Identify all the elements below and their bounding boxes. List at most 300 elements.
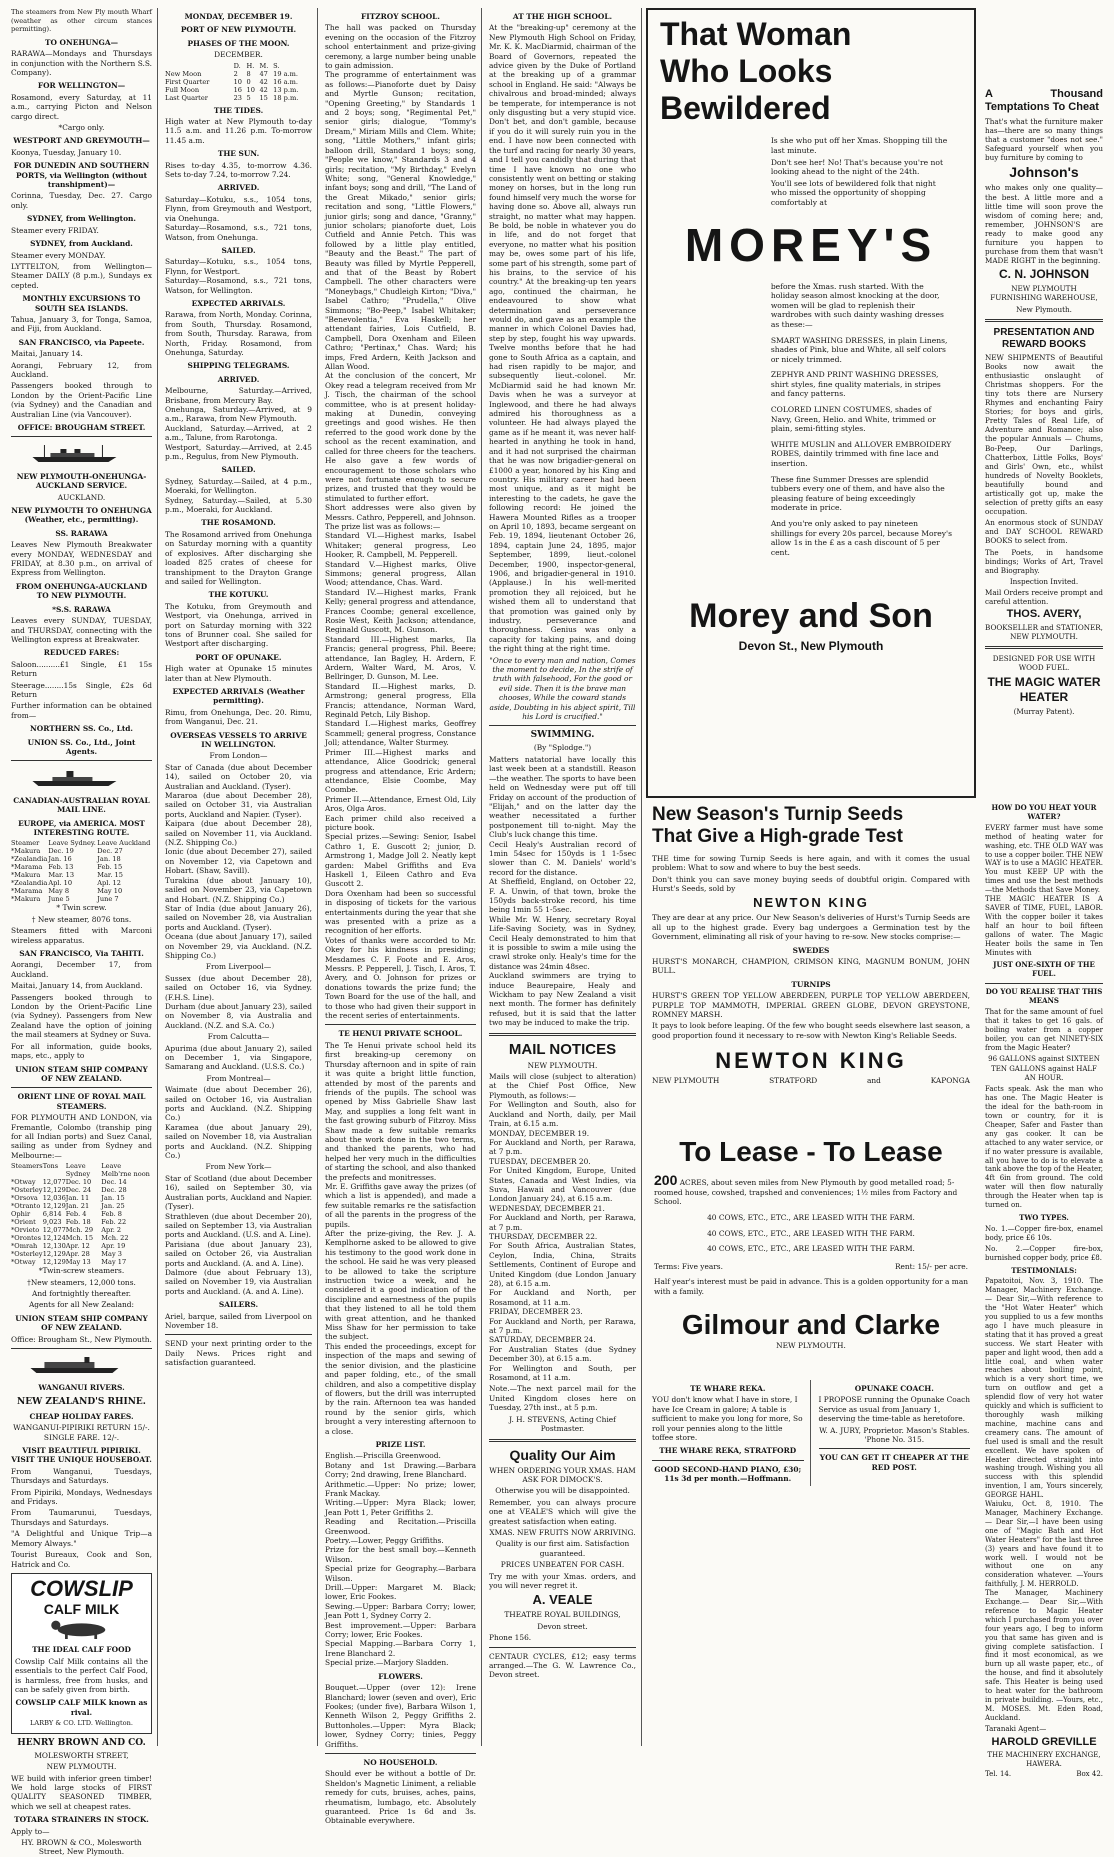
sydney-text-1: Steamer every FRIDAY. [11, 225, 99, 235]
info-note: For all information, guide books, maps, etc., apply to [11, 1041, 152, 1061]
harold: HAROLD GREVILLE [991, 1735, 1097, 1748]
ss-rarawa-2: *S.S. RARAWA [52, 604, 111, 614]
gc-town: NEW PLYMOUTH. [776, 1340, 846, 1350]
swim-byline: (By "Splodge.") [533, 743, 592, 753]
westport-heading: WESTPORT AND GREYMOUTH— [13, 136, 150, 146]
column-fitzroy [320, 8, 482, 1826]
orient-heading: ORIENT LINE OF ROYAL MAIL STEAMERS. [17, 1092, 146, 1111]
designed: DESIGNED FOR USE WITH WOOD FUEL. [992, 654, 1096, 673]
london-body: Star of Canada (due about December 14), sailed on October 20, via Australian and Auckland. (Tyser). Mararoa (due about December 28), sailed on October 31, via Australian ports, Auckland and Napier. (Tyser). Kaipara (due about December 28), sailed on November 11, via Auckland. (N.Z. Shipping Co.) Ionic (due about December 27), sailed on November 12, via Capetown and Hobart. (Shaw, Savill). Turakina (due about January 10), sailed on November 23, via Capetown and Hobart. (N.Z. Shipping Co.) Star of India (due about January 26), sailed on November 28, via Australian ports and Auckland. (Tyser). Oceana (due about January 17), sailed on November 29, via Auckland. (N.Z. Shipping Co.) [165, 762, 312, 960]
table-row: *Zealandia Jan. 16 Jan. 18 [11, 855, 121, 864]
lease-body: ACRES, about seven miles from New Plymouth by good metalled road; 5-roomed house, cowshed, trapshed and conveniences; 1½ miles from Factory and School. [654, 1178, 958, 1207]
from-montreal: From Montreal— [206, 1073, 271, 1083]
pres-body-2: An enormous stock of SUNDAY and DAY SCHOOL REWARD BOOKS to select from. [985, 518, 1103, 546]
opunake-coach-ad [819, 1380, 971, 1486]
lease-body-2: Half year's interest must be paid in advance. This is a golden opportunity for a man with a family. [654, 1277, 968, 1296]
sailers-body: Ariel, barque, sailed from Liverpool on November 18. [165, 1311, 312, 1330]
table-row: *Osterley 12,129 Apr. 28 May 3 [11, 1250, 122, 1259]
rarawa-leaves: Leaves New Plymouth Breakwater every MONDAY, WEDNESDAY and FRIDAY, at 8.30 p.m., on arrival of Express from Wellington. [11, 540, 152, 578]
sydney-heading: SYDNEY, from Wellington. [27, 214, 136, 224]
lyttelton-text: LYTTELTON, from Wellington— Steamer DAILY (8 p.m.), Sundays ex cepted. [11, 261, 152, 290]
apply: Apply to— [11, 1826, 50, 1836]
liverpool-body: Sussex (due about December 28), sailed on October 16, via Sydney. (F.H.S. Line). Durham (due about January 23), sailed on November 8, via Australia and Auckland. (N.Z. and S.A. Co.) [165, 973, 312, 1030]
item-1: SMART WASHING DRESSES, in plain Linens, shades of Pink, blue and White, all self colors or nicely trimmed. [770, 335, 948, 364]
mail-note: Note.—The next parcel mail for the United Kingdom closes here on Tuesday, 27th inst., at 5 p.m. [489, 1384, 636, 1413]
divider [819, 1448, 971, 1449]
from-london: From London— [209, 751, 268, 761]
westport-text: Koonya, Tuesday, January 10. [11, 147, 122, 157]
cowslip-ideal: THE IDEAL CALF FOOD [32, 1645, 131, 1655]
table-row: Ophir 6,814 Feb. 4 Feb. 8 [11, 1210, 123, 1219]
turnip-body-3: They are dear at any price. Our New Season's deliveries of Hurst's Turnip Seeds are all up to the highest grade. Every bag undergoes a Germination test by the Government, eliminating all risk of your having to re-sow. New stocks comprise:— [652, 913, 970, 942]
tempt-body: That's what the furniture maker has—there are so many things that a customer "does not see." Safeguard yourself when you buy furniture by coming to [985, 117, 1103, 163]
quality-7: Try me with your Xmas. orders, and you will never regret it. [489, 1571, 636, 1590]
lease-acres: 200 [654, 1172, 678, 1189]
magic-heater-ad [980, 800, 1108, 1779]
cowslip-tag: COWSLIP CALF MILK known as rival. [15, 1698, 148, 1717]
hb-sig: HY. BROWN & CO., Molesworth Street, New Plymouth. [21, 1838, 142, 1857]
expected-body: Rarawa, from North, Monday. Corinna, from South, Thursday. Rosamond, from South, Thursday. Rarawa, from North, Friday. Rosamond, from Onehunga, Saturday. [165, 310, 312, 357]
column-right [980, 8, 1108, 798]
inspection: Inspection Invited. [1009, 576, 1079, 586]
lease-3: 40 COWS, ETC., ETC., ARE LEASED WITH THE FARM. [707, 1244, 915, 1254]
test-body: Papatoitoi, Nov. 3, 1910. The Manager, Machinery Exchange.— Dear Sir,—With reference to the "Hot Water Heater" which you supplied to us a few months ago I have much pleasure in stating that it has proved a great success. We start Heater with paper and light wood, then add a little coal, and when water reaches about boiling point, which is a very short time, we turn on outflow and get a splendid flow of very hot water quickly and which is sufficient to thoroughly wash milking machine, machine cans and creamery cans. The amount of fuel used is small and the result excellent. We have spoken of Heater directed straight into washing trough. Wishing you all success with this splendid invention, I am, Yours sincerely, GEORGE HAHL. Waiuku, Oct. 8, 1910. The Manager, Machinery Exchange.— Dear Sir,—I have been using one of "Magic Bath and Hot Water Heaters" for the last three (3) years and have found it to work well. I would not be without one on any consideration whatever. —Yours faithfully, J. M. HERROLD. The Manager, Machinery Exchange.— Dear Sir,—With reference to Magic Heater which I purchased from you over four years ago, I beg to inform you that same has given and is giving complete satisfaction. I find it most economical, as we burn up all waste paper, etc., of the house, and find it absolutely safe. This Heater is being used to heat water for the bathroom in private building. —Yours, etc., M. MOSES. Mt. Eden Road, Auckland. [985, 1277, 1103, 1722]
fitzroy-heading: FITZROY SCHOOL. [361, 12, 440, 21]
terms-row [654, 1262, 968, 1272]
veale-1: THEATRE ROYAL BUILDINGS, [504, 1610, 621, 1620]
opunake-body: High water at Opunake 15 minutes later than at New Plymouth. [165, 664, 312, 683]
flowers-heading: FLOWERS. [378, 1671, 423, 1681]
steamship-icon [11, 443, 138, 463]
from-calcutta: From Calcutta— [207, 1032, 270, 1042]
dunedin-heading: FOR DUNEDIN AND SOUTHERN PORTS, via Wellington (without transhipment)— [13, 161, 150, 190]
divider [325, 1024, 476, 1025]
sf-heading: SAN FRANCISCO, via Papeete. [18, 337, 145, 347]
magic-body: EVERY farmer must have some method of heating water for washing, etc. THE OLD WAY was to use a copper boiler. THE NEW WAY is to use a MAGIC HEATER. You must KEEP UP with the times and use the best methods—the Methods that Save Money. THE MAGIC HEATER IS A SAVER of TIME, FUEL, LABOR. With the copper boiler it takes half an hour to boil fifteen gallons of water. The Magic Heater boils the same in Ten Minutes with [985, 823, 1103, 957]
divider [11, 1348, 152, 1349]
divider [11, 760, 152, 761]
morey-address: Devon St., New Plymouth [738, 639, 884, 654]
cn-2: New Plymouth. [1016, 304, 1072, 314]
tahiti-text: Tahua, January 3, for Tonga, Samoa, and Fiji, from Auckland. [11, 314, 152, 334]
ss-rarawa: SS. RARAWA [55, 528, 108, 538]
tourist-note: Tourist Bureaux, Cook and Son, Hatrick and Co. [11, 1550, 152, 1569]
taranaki: Taranaki Agent— [985, 1724, 1047, 1733]
arrived2-body: Melbourne, Saturday.—Arrived, Brisbane, from Mercury Bay. Onehunga, Saturday.—Arrived, at 9 a.m., Rarawa, from New Plymouth. Auckland, Saturday.—Arrived, at 2 a.m., Talune, from Rarotonga. Westport, Saturday.—Arrived, at 2.45 p.m., Regulus, from New Plymouth. [165, 386, 312, 462]
twin-2: *Twin-screw steamers. [38, 1266, 125, 1276]
passengers-2: Passengers booked through to London by the Orient-Pacific Line (via Sydney). Passengers from New Zealand have the option of joining the mail steamers at Sydney or Suva. [11, 992, 152, 1040]
fitted-note: Steamers fitted with Marconi wireless apparatus. [11, 926, 152, 945]
divider [325, 1753, 476, 1754]
newton-king-2: NEWTON KING [715, 1048, 907, 1074]
nk-towns [652, 1076, 970, 1085]
magic-heading: THE MAGIC WATER HEATER [987, 674, 1101, 704]
lease-2: 40 COWS, ETC., ETC., ARE LEASED WITH THE FARM. [707, 1228, 915, 1238]
expected2-body: Rimu, from Onehunga, Dec. 20. Rimu, from Wanganui, Dec. 21. [165, 707, 312, 727]
column-port [160, 8, 318, 1746]
turnip-body-2: Don't think you can save money buying seeds of doubtful origin. Compared with Hurst's Seeds, sold by [652, 874, 970, 893]
fares-heading: REDUCED FARES: [43, 648, 120, 658]
sailed2-heading: SAILED. [221, 465, 256, 475]
woman-body-1: Is she who put off her Xmas. Shopping till the last minute. [770, 136, 948, 155]
town-stratford: STRATFORD [769, 1076, 818, 1086]
divider [985, 646, 1103, 649]
swim-body: Matters natatorial have locally this last week been at a standstill. Reason —the weather. The sports to have been held on Wednesday were put off till Friday on account of the production of "Elijah," and on the latter day the weather necessitated a further postponement till to-night. May the Club's luck change this time. Cecil Healy's Australian record of 1min 54sec for 150yds is 1 1-5sec slower than C. M. Daniels' world's record for the distance. At Sheffield, England, on October 22, F. A. Unwin, of that town, broke the 150yds back-stroke record, his time being 1min 55 1-5sec. While Mr. W. Henry, secretary Royal Life-Saving Society, was in Sydney, Cecil Healy demonstrated to him that it is possible to swim a mile using the crawl stroke only. Healy's time for the distance was 24min 48sec. Auckland swimmers are trying to induce Beaurepaire, Healy and Wickham to pay New Zealand a visit next month. The former has definitely refused, but it is said that the latter two may be induced to make the trip. [489, 754, 636, 1028]
tel: Tel. 14. [985, 1770, 1012, 1779]
header-note: The steamers from New Ply mouth Wharf (weather as other circum stances permitting). [11, 8, 152, 34]
sailed-body: Saturday—Kotuku, s.s., 1054 tons, Flynn, for Westport. Saturday—Rosamond, s.s., 721 tons, Watson, for Wellington. [165, 257, 312, 295]
swim-heading: SWIMMING. [530, 730, 595, 741]
item-4: WHITE MUSLIN and ALLOVER EMBROIDERY ROBES, daintily trimmed with fine lace and insertion. [770, 439, 952, 469]
veale-2: Devon street. [537, 1621, 588, 1631]
further-info: Further information can be obtained from— [11, 701, 152, 720]
test-heading: TESTIMONIALS: [1011, 1265, 1077, 1275]
wellington-text: Rosamond, every Saturday, at 11 a.m., carrying Picton and Nelson cargo direct. [11, 92, 152, 121]
from-liverpool: From Liverpool— [205, 962, 272, 972]
arrived2-heading: ARRIVED. [217, 374, 260, 384]
tides-body: High water at New Plymouth to-day 11.5 a.m. and 11.26 p.m. To-morrow 11.45 a.m. [165, 117, 312, 145]
port-np: PORT OF NEW PLYMOUTH. [180, 25, 297, 35]
quality-4: XMAS. NEW FRUITS NOW ARRIVING. [489, 1527, 636, 1537]
noh-body: Should ever be without a bottle of Dr. Sheldon's Magnetic Liniment, a reliable remedy for cuts, bruises, aches, pains, rheumatism, lumbago, etc. Absolutely guaranteed. Price 1s 6d and 3s. Obtainable everywhere. [325, 1769, 476, 1826]
cowslip-sub: CALF MILK [43, 1600, 120, 1617]
coach-heading: OPUNAKE COACH. [854, 1384, 934, 1393]
johnson-heading: Johnson's [1009, 164, 1079, 181]
swedes-list: HURST'S MONARCH, CHAMPION, CRIMSON KING, MAGNUM BONUM, JOHN BULL. [652, 956, 970, 976]
from-wanganui: From Wanganui, Tuesdays, Thursdays and Saturdays. [11, 1466, 152, 1486]
cowslip-body: Cowslip Calf Milk contains all the essentials to the perfect Calf Food, is harmless, free from husks, and can be safely given from birth. [15, 1656, 148, 1694]
town-np: NEW PLYMOUTH [652, 1076, 720, 1086]
divider [11, 436, 152, 437]
cowslip-logo: COWSLIP [30, 1575, 133, 1601]
woman-body-6: And you're only asked to pay nineteen shillings for every 20s parcel, because Morey's allow 1s in the £ as a cash discount of 5 per cent. [770, 519, 952, 557]
woman-line-3: Bewildered [660, 89, 831, 126]
aorangi-2: Aorangi, December 17, from Auckland. [11, 960, 152, 979]
rent: Rent: 15/- per acre. [894, 1261, 968, 1271]
morey-son: Morey and Son [689, 597, 933, 636]
phases-heading: PHASES OF THE MOON. [187, 38, 290, 48]
sailed2-body: Sydney, Saturday.—Sailed, at 4 p.m., Moeraki, for Wellington. Sydney, Saturday.—Sailed, at 5.30 p.m., Moeraki, for Auckland. [165, 476, 312, 515]
realise-body: That for the same amount of fuel that it takes to get 16 gals. of boiling water from a copper boiler, you can get NINETY-SIX from the Magic Heater? [985, 1008, 1103, 1052]
centaur: CENTAUR CYCLES, £12; easy terms arranged.—The G. W. Lawrence Co., Devon street. [489, 1651, 636, 1680]
turnip-body-4: It pays to look before leaping. Of the few who bought seeds elsewhere last season, a good proportion found it necessary to re-sow with Newton King's Reliable Seeds. [652, 1021, 970, 1040]
table-row: Last Quarter 23 5 15 18 p.m. [165, 93, 299, 102]
table-row: *Orsova 12,036 Jan. 11 Jan. 15 [11, 1194, 125, 1203]
gilmour-clarke: Gilmour and Clarke [681, 1308, 941, 1340]
cn-johnson: C. N. JOHNSON [998, 267, 1089, 282]
woman-line-2: Who Looks [660, 52, 833, 89]
turnip-ad [646, 800, 976, 1130]
sydney-heading-2: SYDNEY, from Auckland. [30, 239, 133, 249]
new-steamer-note: † New steamer, 8076 tons. [31, 914, 132, 924]
np-onehunga-heading: NEW PLYMOUTH-ONEHUNGA-AUCKLAND SERVICE. [16, 471, 147, 491]
wanganui-heading: WANGANUI RIVERS. [38, 1383, 125, 1393]
cargo-note: *Cargo only. [58, 123, 105, 133]
table-row: *Otranto 12,129 Jan. 21 Jan. 25 [11, 1202, 125, 1211]
totara: TOTARA STRAINERS IN STOCK. [14, 1815, 149, 1825]
table-row: *Otway 12,077 Dec. 10 Dec. 14 [11, 1178, 127, 1187]
town-and: and [867, 1076, 881, 1086]
harold-1: THE MACHINERY EXCHANGE, HAWERA. [987, 1750, 1101, 1768]
arrived-heading: ARRIVED. [217, 183, 260, 193]
avery-name: THOS. AVERY, [1006, 608, 1082, 621]
union-co: UNION SS. Co., Ltd., Joint Agents. [27, 737, 136, 756]
poem: "Once to every man and nation, Comes the moment to decide, In the strife of truth with falsehood, For the good or evil side. Then it is the brave man chooses, While the coward stands aside, Doubting in his abject spirit, Till his Lord is crucified." [489, 655, 636, 722]
woman-body-4: before the Xmas. rush started. With the holiday season almost knocking at the door, women will be glad to replenish their wardrobes with such dainty washing dresses as these:— [770, 281, 944, 329]
divider [489, 1439, 636, 1442]
noh-heading: NO HOUSEHOLD. [363, 1757, 438, 1767]
turnip-line-2: That Give a High-grade Test [652, 825, 903, 847]
from-taumarunui: From Taumarunui, Tuesdays, Thursdays and Saturdays. [11, 1508, 152, 1527]
morey-ad [646, 8, 976, 798]
item-3: COLORED LINEN COSTUMES, shades of Navy, Green, Helio. and White, trimmed or plain, semi-fitting styles. [770, 405, 936, 434]
tides-heading: THE TIDES. [213, 105, 264, 115]
delightful-quote: "A Delightful and Unique Trip—a Memory Always." [11, 1529, 152, 1548]
high-body: At the "breaking-up" ceremony at the New Plymouth High School on Friday, Mr. K. K. MacDiarmid, chairman of the Board of Governors, repeated the advice given by the Duke of Portland at the breaking up of a grammar school in England. He said: "Always be chivalrous and broad-minded; always be temperate, for intemperance is not only disgusting but a very stupid vice. Don't bet, and don't gamble, because if you do it will surely ruin you in the end. I have now been connected with the turf and racing for nearly 30 years, and I tell you candidly that during that time I have known no one who consistently went on betting or staking money on horses, but in the long run found himself very much the worse for having done so. Above all, always run straight, no matter what may happen. Be bold, be noble in whatever you do in life, and do not forget that everyone, no matter what his position may be, owes some part of his life, some part of his strength, some part of his brains, to the service of his country." At the breaking-up ten years ago, continued the chairman, he endeavoured to show what determination and perseverance would do, and gave as an example the manner in which Colonel Davies had, step by step, fought his way upwards. Twelve months before that he had gone to South Africa as a captain, and had risen rapidly to be major, and subsequently lieut.-colonel. Mr. McDiarmid said he had known Mr. Davis when he was a surveyor at Inglewood, and there he had always admired his thoroughness as a volunteer. He had always played the game as if he meant it, was never half-hearted in anything he took in hand, and it had not surprised the chairman that he was now brigadier-general on £1000 a year, honored by his King and country. His military career had been most unique, and as it might be interesting to the cadets, he gave the following record: He joined the Hawera Mounted Rifles as a trooper on April 10, 1893, became sergeant on Feb. 19, 1894, lieutenant October 26, 1894, captain June 24, 1895, major September, 1899, lieut.-colonel December, 1900, inspector-general, 1906, and brigadier-general in 1910. (Applause.) In his well-merited promotion they all rejoiced, but he wished them all to understand that that promotion was gained only by industry, perseverance and thoroughness. Genius was only a capacity for taking pains, and doing the right thing at the right time. [489, 23, 636, 654]
quality-3: Remember, you can always procure one at VEALE'S which will give the greatest satisfaction when eating. [489, 1497, 636, 1526]
red-post: YOU CAN GET IT CHEAPER AT THE RED POST. [819, 1453, 969, 1472]
opunake-heading: PORT OF OPUNAKE. [195, 652, 282, 662]
london-text: Passengers booked through to London by the Orient-Pacific Line (via Sydney) and the Canadian and Australian Line (via Vancouver). [11, 381, 152, 419]
item-2: ZEPHYR AND PRINT WASHING DRESSES, shirt styles, fine quality materials, in stripes and fancy patterns. [770, 370, 941, 399]
whare-heading: TE WHARE REKA. [690, 1384, 766, 1393]
hb-name: HENRY BROWN AND CO. [17, 1737, 146, 1748]
quality-6: PRICES UNBEATEN FOR CASH. [500, 1560, 625, 1570]
union-3: UNION STEAM SHIP COMPANY OF NEW ZEALAND. [15, 1313, 148, 1333]
lease-1: 40 COWS, ETC., ETC., ARE LEASED WITH THE FARM. [707, 1212, 915, 1222]
saloon-fare: Saloon..........£1 Single, £1 15s Return [11, 659, 152, 679]
sydney-text-3: Steamer every MONDAY. [11, 250, 106, 260]
twin-note: * Twin screw. [56, 903, 107, 913]
type-2: No. 2.—Copper fire-box, burnished copper body, price £8. [985, 1244, 1103, 1262]
rosamond-body: The Rosamond arrived from Onehunga on Saturday morning with a quantity of explosives. After discharging she loaded 825 crates of cheese for transhipment to the Drayton Grange and sailed for Wellington. [165, 529, 312, 586]
date-heading: MONDAY, DECEMBER 19. [184, 12, 293, 21]
aorangi-text: Aorangi, February 12, from Auckland. [11, 360, 152, 379]
box: Box 42. [1076, 1770, 1103, 1779]
orient-timetable: Steamers Tons Leave Sydney Leave Melb'rne noon *Otway 12,077 Dec. 10 Dec. 14 *Osterley 12,129 Dec. 24 Dec. 28 *Orsova 12,036 Jan. 11 Jan. 15 *Otranto 12,129 Jan. 21 Jan. 25 Ophir 6,814 Feb. 4 Feb. 8 *Orient 9,023 Feb. 18 Feb. 22 *Orvieto 12,077 Mch. 29 Apr. 2 *Orontes 12,124 Mch. 15 Mch. 22 *Omrah 12,130 Apr. 12 Apr. 19 *Osterley 12,129 Apr. 28 May 3 *Otway 12,129 May 13 May 17 [11, 1162, 152, 1266]
swedes-heading: SWEDES [792, 945, 830, 955]
table-row: *Makura June 5 June 7 [11, 895, 119, 904]
cn-1: NEW PLYMOUTH FURNISHING WAREHOUSE, [990, 284, 1098, 303]
town-kaponga: KAPONGA [930, 1076, 970, 1086]
pres-body: NEW SHIPMENTS of Beautiful Books now await the enthusiastic onslaught of Christmas shoppers. For the tiny tots there are Nursery Rhymes and enchanting Fairy Stories; for boys and girls, Pretty Tales of Real Life, of Adventure and Romance; also the popular Annuals — Chums, Bo-Peep, Our Darlings, Chatterbox, Little Folks, Boys' and Girls' Own, etc., whilst hundreds of Novelty Booklets, beautifully bound and artistically got up, make the selection of pretty gifts an easy occupation. [985, 352, 1103, 517]
woman-body-3: You'll see lots of bewildered folk that night who missed the opportunity of shopping comfortably at [770, 178, 936, 207]
coach-sig: W. A. JURY, Proprietor. Mason's Stables. 'Phone No. 315. [819, 1425, 970, 1445]
table-row: *Orontes 12,124 Mch. 15 Mch. 22 [11, 1234, 129, 1243]
turnips-list: HURST'S GREEN TOP YELLOW ABERDEEN, PURPLE TOP YELLOW ABERDEEN, PURPLE TOP MAMMOTH, IMPERIAL GREEN GLOBE, DEVON GREYSTONE, ROMNEY MARSH. [652, 991, 970, 1019]
whare-reka-ad [652, 1380, 811, 1486]
table-row: First Quarter 10 0 42 16 a.m. [165, 77, 299, 86]
canadian-heading: CANADIAN-AUSTRALIAN ROYAL MAIL LINE. [13, 795, 150, 815]
printing-footer: SEND your next printing order to the Daily News. Prices right and satisfaction guaranteed. [165, 1339, 312, 1368]
kotuku-body: The Kotuku, from Greymouth and Westport, via Onehunga, arrived in port on Saturday morning with 322 tons of Brunner coal. She sailed for Westport after discharging. [165, 601, 312, 649]
overseas-heading: OVERSEAS VESSELS TO ARRIVE IN WELLINGTON. [170, 730, 307, 749]
pres-body-3: The Poets, in handsome bindings; Works of Art, Travel and Biography. [985, 547, 1103, 575]
mail-body: Mails will close (subject to alteration) at the Chief Post Office, New Plymouth, as follows:— For Wellington and South, also for Auckland and North, daily, per Mail Train, at 6.15 a.m. MONDAY, DECEMBER 19. For Auckland and North, per Rarawa, at 7 p.m. TUESDAY, DECEMBER 20. For United Kingdom, Europe, United States, Canada and West Indies, via Suva, Hawaii and Vancouver (due London January 24), at 6.15 a.m. WEDNESDAY, DECEMBER 21. For Auckland and North, per Rarawa, at 7 p.m. THURSDAY, DECEMBER 22. For South Africa, Australian States, Ceylon, India, China, Straits Settlements, Continent of Europe and United Kingdom (due London January 28), at 6.15 a.m. For Auckland and North, per Rosamond, at 11 a.m. FRIDAY, DECEMBER 23. For Auckland and North, per Rarawa, at 7 p.m. SATURDAY, DECEMBER 24. For Australian States (due Sydney December 30), at 6.15 a.m. For Wellington and South, per Rosamond, at 11 a.m. [489, 1072, 636, 1383]
woman-body-5: These fine Summer Dresses are splendid tubbers every one of them, and have also the pleasing feature of being exceedingly moderate in price. [770, 474, 945, 513]
hb-street: MOLESWORTH STREET, [34, 1750, 129, 1760]
mail-np: NEW PLYMOUTH. [527, 1060, 598, 1070]
piano-ad: GOOD SECOND-HAND PIANO, £30; 11s 3d per month.—Hoffmann. [654, 1464, 802, 1484]
auckland-label: AUCKLAND. [57, 492, 106, 502]
quality-2: Otherwise you will be disappointed. [495, 1486, 630, 1496]
table-row: *Osterley 12,129 Dec. 24 Dec. 28 [11, 1186, 127, 1195]
table-row: *Orient 9,023 Feb. 18 Feb. 22 [11, 1218, 127, 1227]
dunedin-text: Corinna, Tuesday, Dec. 27. Cargo only. [11, 191, 152, 210]
cowslip-ad [11, 1573, 152, 1734]
from-newyork: From New York— [205, 1162, 272, 1172]
calcutta-body: Apurima (due about January 2), sailed on December 1, via Singapore, Samarang and Auckland. (U.S.S. Co.) [165, 1043, 312, 1072]
coach-body: I PROPOSE running the Opunake Coach Service as usual from January 1, deserving the time-table as heretofore. [818, 1395, 971, 1424]
expected-heading: EXPECTED ARRIVALS. [191, 298, 286, 308]
onehunga-text: RARAWA—Mondays and Thursdays in conjunction with the Northern S.S. Company). [11, 49, 152, 77]
quality-1: WHEN ORDERING YOUR XMAS. HAM ASK FOR DIMOCK'S. [489, 1465, 636, 1484]
np-to-onehunga: NEW PLYMOUTH TO ONEHUNGA (Weather, etc., permitting). [11, 506, 152, 525]
johnson-body: who makes only one quality—the best. A little more and a little time will soon prove the wisdom of coming here; and, remember, JOHNSON'S are ready to make good any furniture you happen to purchase from them that wasn't MADE RIGHT in the beginning. [985, 183, 1103, 266]
rosamond-heading: THE ROSAMOND. [201, 518, 276, 528]
lease-heading: To Lease - To Lease [679, 1136, 943, 1167]
december-label: DECEMBER. [214, 50, 263, 60]
northern-co: NORTHERN SS. Co., Ltd. [30, 724, 133, 734]
sun-heading: THE SUN. [217, 149, 260, 159]
newyork-body: Star of Scotland (due about December 16), sailed on September 30, via Australian ports, Auckland and Napier. (Tyser). Strathleven (due about December 20), sailed on September 13, via Australian ports and Auckland. (U.S. and A. Line). Parisiana (due about January 23), sailed on October 26, via Australian ports and Auckland. (A. and A. Line). Dalmore (due about February 13), sailed on November 19, via Australian ports and Auckland. (A. and A. Line). [165, 1173, 312, 1296]
mail-heading: MAIL NOTICES [508, 1040, 617, 1058]
table-row: *Zealandia Apl. 10 Apl. 12 [11, 879, 121, 888]
fortnightly: And fortnightly thereafter. [32, 1288, 131, 1298]
steamship-icon [11, 767, 138, 787]
veale-name: A. VEALE [532, 1592, 593, 1608]
union-2: UNION STEAM SHIP COMPANY OF NEW ZEALAND. [15, 1064, 148, 1083]
divider [489, 1033, 636, 1036]
calf-icon [15, 1617, 148, 1639]
woman-body-2: Don't see her! No! That's because you're not looking ahead to the night of the 24th. [770, 157, 944, 177]
table-row: *Omrah 12,130 Apr. 12 Apr. 19 [11, 1242, 126, 1251]
orient-sub: FOR PLYMOUTH AND LONDON, via Fremantle, Colombo (tranship ping for all Indian ports) and Suez Canal, sailing as under from Sydney and Melbourne:— [11, 1113, 152, 1160]
riverboat-icon [11, 1355, 138, 1375]
column-shipping [6, 8, 158, 1857]
divider [985, 983, 1103, 984]
table-row: *Marama Feb. 13 Feb. 15 [11, 863, 123, 872]
from-pipiriki: From Pipiriki, Mondays, Wednesdays and Fridays. [11, 1487, 152, 1507]
whare-sig: THE WHARE REKA, STRATFORD [659, 1446, 797, 1456]
kotuku-heading: THE KOTUKU. [208, 590, 269, 600]
office-2: Office: Brougham St., New Plymouth. [11, 1334, 152, 1344]
divider [11, 1087, 152, 1088]
table-row: *Orvieto 12,077 Mch. 29 Apr. 2 [11, 1226, 122, 1235]
tempt-heading: A Thousand Temptations To Cheat [985, 88, 1103, 113]
steerage-fare: Steerage........15s Single, £2s 6d Return [11, 680, 152, 699]
visit-heading: VISIT BEAUTIFUL PIPIRIKI. VISIT THE UNIQUE HOUSEBOAT. [11, 1446, 152, 1465]
one-sixth: JUST ONE-SIXTH OF THE FUEL. [993, 960, 1095, 979]
sf-tahiti-heading: SAN FRANCISCO, Via TAHITI. [19, 949, 144, 959]
divider [489, 725, 636, 726]
fitzroy-body: The hall was packed on Thursday evening on the occasion of the Fitzroy school entertainment and prize-giving ceremony, a large number being unable to gain admission. The programme of entertainment was as follows:—Pianoforte duet by Daisy and Myrtle Gunson; recitation, "Opening Greeting," by Standards 1 and 2 boys; song, "Regimental Pet," senior girls; dialogue, "Tommy's Dream," Miriam Mills and Clem. White; song, "Little Mothers," infant girls; balloon drill, Standard 1 boys; song, "People we know," Standards 3 and 4 girls; recitation, "My Birthday," Evelyn White; song, "General Knowledge," infant boys; song and drill, "The Land of the Great Mikado," senior girls; recitation and song, "Little Flowers," junior girls; song and dance, "Granny," junior scholars; pianoforte duet, Lois Cutfield and Annie Petch. This was followed by a little play entitled, "Beauty and the Beast." The part of Beauty was filled by Myrtle Pepperell, and that of the Beast by Robert Campbell. The other characters were "Moneybags," Chudleigh Kirton; "Diva," Isabel Cathro; "Prudella," Olive Simmons; "Bo-Peep," Isabel Whitaker; "Benevolentia," Eva Haskell; her attendant fairies, Lois Cutfield, B. Campbell, Dora Oxenham and Eileen Cathro; "Pertinax," Chas. Ward; his imps, Fred Ardern, Keith Jackson and Allan Wood. At the conclusion of the concert, Mr Okey read a telegram received from Mr J. Tisch, the chairman of the school committee, who is at present holiday-making at Dunedin, conveying greetings and good wishes. He then referred to the good work done by the school as the recent examination, and called for three cheers for the teachers. He also gave a few words of encouragement to those scholars who were not fortunate enough to secure prizes, and trusted that they would be stimulated to further effort. Short addresses were also given by Messrs. Cathro, Pepperell, and Johnson. The prize list was as follows:— Standard VI.—Highest marks, Isabel Whitaker; general progress, Leo Hooker, R. Campbell, M. Pepperell. Standard V.—Highest marks, Olive Simmons; general progress, Allan Wood; attendance, Chas. Ward. Standard IV.—Highest marks, Frank Kelly; general progress and attendance, Frances Coombe; general excellence, Rosie West, Keith Jackson; attendance, Reginald Guscott, M. Gunson. Standard III.—Highest marks, Ila Francis; general progress, Phil. Beere; attendance, Ian Bagley, H. Ardern, F. Ardern, Walter Ward, M. Aros, V. Bellringer, D. Gunson, M. Lee. Standard II.—Highest marks, D. Armstrong; general progress, Ella Francis; attendance, Norman Ward, Reginald Petch, Lily Bishop. Standard I.—Highest marks, Geoffrey Scammell; general progress, Constance Joll; attendance, Walter Sturmey. Primer III.—Highest marks and attendance, Alice Goodrick; general progress and attendance, Eric Ardern; attendance, Elsie Coombe, May Coombe. Primer II.—Attendance, Ernest Old, Lily Aros, Olga Aros. Each primer child also received a picture book. Special prizes.—Sewing: Senior, Isabel Cathro 1, E. Guscott 2; junior, D. Armstrong 1, Madge Joll 2. Neatly kept garden: Mabel Griffiths and Eva Haskell 1, Eileen Cathro and Eva Guscott 2. Dora Oxenham had been so successful in disposing of tickets for the various entertainments during the year that she was presented with a prize as a recognition of her efforts. Votes of thanks were accorded to Mr. Okey for his kindness in presiding; Mesdames C. F. Foote and E. Aros, Messrs. P. Pepperell, J. Tisch, I. Aros, T. Avery, and O. Johnson for prizes or donations towards the prize fund; the Town Board for the use of the hall, and to those who had given their support in the recent series of entertainments. [325, 23, 476, 1021]
patent: (Murray Patent). [1013, 706, 1075, 716]
table-row: Full Moon 16 10 42 13 p.m. [165, 85, 299, 94]
mail-sig: J. H. STEVENS, Acting Chief Postmaster. [509, 1414, 616, 1434]
how-heading: HOW DO YOU HEAT YOUR WATER? [991, 803, 1097, 821]
europe-heading: EUROPE, via AMERICA. MOST INTERESTING ROUTE. [18, 818, 145, 837]
shipping-heading: SHIPPING TELEGRAMS. [187, 361, 290, 371]
column-highschool [484, 8, 642, 1746]
onehunga-heading: TO ONEHUNGA— [45, 37, 118, 47]
expected2-heading: EXPECTED ARRIVALS (Weather permitting). [172, 686, 305, 706]
wellington-heading: FOR WELLINGTON— [37, 81, 126, 91]
excursion-heading: MONTHLY EXCURSIONS TO SOUTH SEA ISLANDS. [22, 294, 141, 313]
sailers-heading: SAILERS. [218, 1300, 259, 1310]
quality-5: Quality is our first aim. Satisfaction guaranteed. [495, 1539, 630, 1558]
table-row: *Marama May 8 May 10 [11, 887, 123, 896]
agents-all: Agents for all New Zealand: [28, 1300, 135, 1310]
types-heading: TWO TYPES. [1019, 1212, 1069, 1222]
prize-body: English.—Priscilla Greenwood. Botany and 1st Drawing.—Barbara Corry; 2nd drawing, Irene Blanchard. Arithmetic.—Upper: No prize; lower, Frank Mackay. Writing.—Upper: Myra Black; lower, Jean Pott 1, Peter Griffiths 2. Reading and Recitation.—Priscilla Greenwood. Poetry.—Lower, Peggy Griffiths. Prize for the best small boy.—Kenneth Wilson. Special prize for Geography.—Barbara Wilson. Drill.—Upper: Margaret M. Black; lower, Eric Fookes. Sewing.—Upper: Barbara Corry; lower, Jean Pott 1, Sydney Corry 2. Best improvement.—Upper: Barbara Corry; lower, Eric Fookes. Special Mapping.—Barbara Corry 1, Irene Blanchard 2. Special prize.—Marjory Sladden. [325, 1451, 476, 1668]
hb-body: WE build with inferior green timber! We hold large stocks of FIRST QUALITY SEASONED TIMBER, which we sell at cheapest rates. [11, 1773, 152, 1811]
montreal-body: Waimate (due about December 26), sailed on October 16, via Australian ports and Auckland. (N.Z. Shipping Co.) Karamea (due about January 29), sailed on November 18, via Australian ports and Auckland. (N.Z. Shipping Co.) [165, 1085, 312, 1161]
arrived-body: Saturday—Kotuku, s.s., 1054 tons, Flynn, from Greymouth and Westport, via Onehunga. Saturday—Rosamond, s.s., 721 tons, Watson, from Onehunga. [165, 194, 312, 242]
terms: Terms: Five years. [654, 1261, 723, 1271]
sailed-heading: SAILED. [221, 245, 256, 255]
facts: Facts speak. Ask the man who has one. The Magic Heater is the ideal for the bath-room in town or country, for it is Cheaper, Safer and Faster than any gas cooker. It can be attached to any water service, or if no water pressure is available, all you have to do is to elevate a tank above the top of the Heater, 4ft 6in from ground. The cold water will then flow naturally through the Heater when tap is turned on. [985, 1085, 1103, 1210]
cowslip-agent: LARBY & CO. LTD. Wellington. [30, 1719, 133, 1728]
maitai-text: Maitai, January 14. [11, 349, 83, 359]
veale-phone: Phone 156. [489, 1633, 532, 1643]
turnips-heading: TURNIPS [791, 979, 831, 989]
newton-king-1: NEWTON KING [753, 895, 869, 911]
pres-heading: PRESENTATION AND REWARD BOOKS [993, 326, 1095, 350]
new-2: †New steamers, 12,000 tons. [27, 1277, 136, 1287]
rarawa-leaves-2: Leaves every SUNDAY, TUESDAY, and THURSDAY, connecting with the Wellington express at Breakwater. [11, 616, 152, 644]
table-row: *Makura Dec. 19 Dec. 27 [11, 847, 123, 856]
cheap-fares: CHEAP HOLIDAY FARES. [29, 1411, 134, 1421]
maitai-2: Maitai, January 14, from Auckland. [11, 981, 143, 991]
high-heading: AT THE HIGH SCHOOL. [512, 12, 613, 21]
table-row: *Otway 12,129 May 13 May 17 [11, 1258, 127, 1267]
whare-body: YOU don't know what I have in store, I have Ice Cream in galore; A table is sufficient to make you long for more, So roll your pennies along to the little toffee store. [652, 1395, 803, 1443]
woman-line-1: That Woman [660, 16, 852, 52]
pipiriki-fare: WANGANUI-PIPIRIKI RETURN 15/-. SINGLE FARE. 12/-. [13, 1423, 150, 1442]
rhine-heading: NEW ZEALAND'S RHINE. [17, 1396, 146, 1407]
turnip-line-1: New Season's Turnip Seeds [652, 804, 904, 825]
turnip-body-1: THE time for sowing Turnip Seeds is here again, and with it comes the usual problem: What to sow and where to buy the best seeds. [652, 853, 970, 873]
table-row: *Makura Mar. 13 Mar. 15 [11, 871, 123, 880]
office-text: OFFICE: BROUGHAM STREET. [17, 423, 146, 432]
moreys-wordmark: MOREY'S [684, 218, 938, 271]
gal-96: 96 GALLONS against SIXTEEN [988, 1054, 1100, 1063]
divider [985, 319, 1103, 322]
divider [652, 1460, 804, 1461]
prize-heading: PRIZE LIST. [375, 1439, 426, 1449]
contact-row [985, 1770, 1103, 1779]
from-onehunga: FROM ONEHUNGA-AUCKLAND TO NEW PLYMOUTH. [15, 581, 148, 601]
gal-10: TEN GALLONS against HALF AN HOUR. [991, 1065, 1097, 1083]
flowers-body: Bouquet.—Upper (over 12): Irene Blanchard; lower (seven and over), Eric Fookes; (under five), Barbara Wilson 1, Kenneth Wilson 2, Peggy Griffiths 2. Buttonholes.—Upper: Myra Black; lower, Sydney Corry; tinies, Peggy Griffiths. [325, 1683, 476, 1749]
bottom-ads [646, 1376, 976, 1744]
tehenui-heading: TE HENUI PRIVATE SCHOOL. [338, 1029, 463, 1039]
lease-ad [646, 1132, 976, 1372]
quality-heading: Quality Our Aim [509, 1446, 616, 1463]
realise-heading: DO YOU REALISE THAT THIS MEANS [985, 987, 1103, 1006]
divider [165, 1334, 312, 1335]
hb-town: NEW PLYMOUTH. [46, 1762, 117, 1772]
table-row: New Moon 2 8 47 19 a.m. [165, 69, 299, 78]
tehenui-body: The Te Henui private school held its first breaking-up ceremony on Thursday afternoon and in spite of rain it was quite a bright little function, attended by most of the parents and friends of the pupils. The school was opened by Miss Gabrielle Shaw last May, and supplies a long felt want in the fast growing suburb of Fitzroy. Miss Shaw made a few suitable remarks about the work done in the two terms, and thanked the parents, who had helped her very much in the difficulties of starting the school, and also thanked the prefects and monitresses. Mr. E. Griffiths gave away the prizes (of which a list is appended), and made a few suitable remarks re the satisfaction of all the parents in the progress of the pupils. After the prize-giving, the Rev. J. A. Kemplhorne asked to be allowed to give his testimony to the good work done in the school. He said he was very pleased to be allowed to take the scripture instruction twice a week, and he considered it a good indication of the discipline and earnestness of the pupils that they listened to all he told them with great attention, and he thanked Miss Shaw for her permission to take the subject. This ended the proceedings, except for inspection of the maps and sewing of the senior division, and the plasticine and paper folding, etc., of the small children, and also a competitive display of flowers, but the drill was interrupted by the rain. Afternoon tea was handed round by the senior girls, which brought a very interesting afternoon to a close. [325, 1040, 476, 1436]
moon-table: D. H. M. S. New Moon 2 8 47 19 a.m. First Quarter 10 0 42 16 a.m. Full Moon 16 10 42 13 p.m. Last Quarter 23 5 15 18 p.m. [165, 62, 312, 102]
canadian-timetable: Steamer Leave Sydney. Leave Auckland *Makura Dec. 19 Dec. 27 *Zealandia Jan. 16 Jan. 18 *Marama Feb. 13 Feb. 15 *Makura Mar. 13 Mar. 15 *Zealandia Apl. 10 Apl. 12 *Marama May 8 May 10 *Makura June 5 June 7 [11, 839, 151, 904]
divider [489, 1647, 636, 1648]
type-1: No. 1.—Copper fire-box, enamel body, price £6 10s. [985, 1224, 1103, 1242]
sun-body: Rises to-day 4.35, to-morrow 4.36. Sets to-day 7.24, to-morrow 7.24. [165, 160, 312, 180]
mail-orders: Mail Orders receive prompt and careful attention. [985, 587, 1103, 607]
